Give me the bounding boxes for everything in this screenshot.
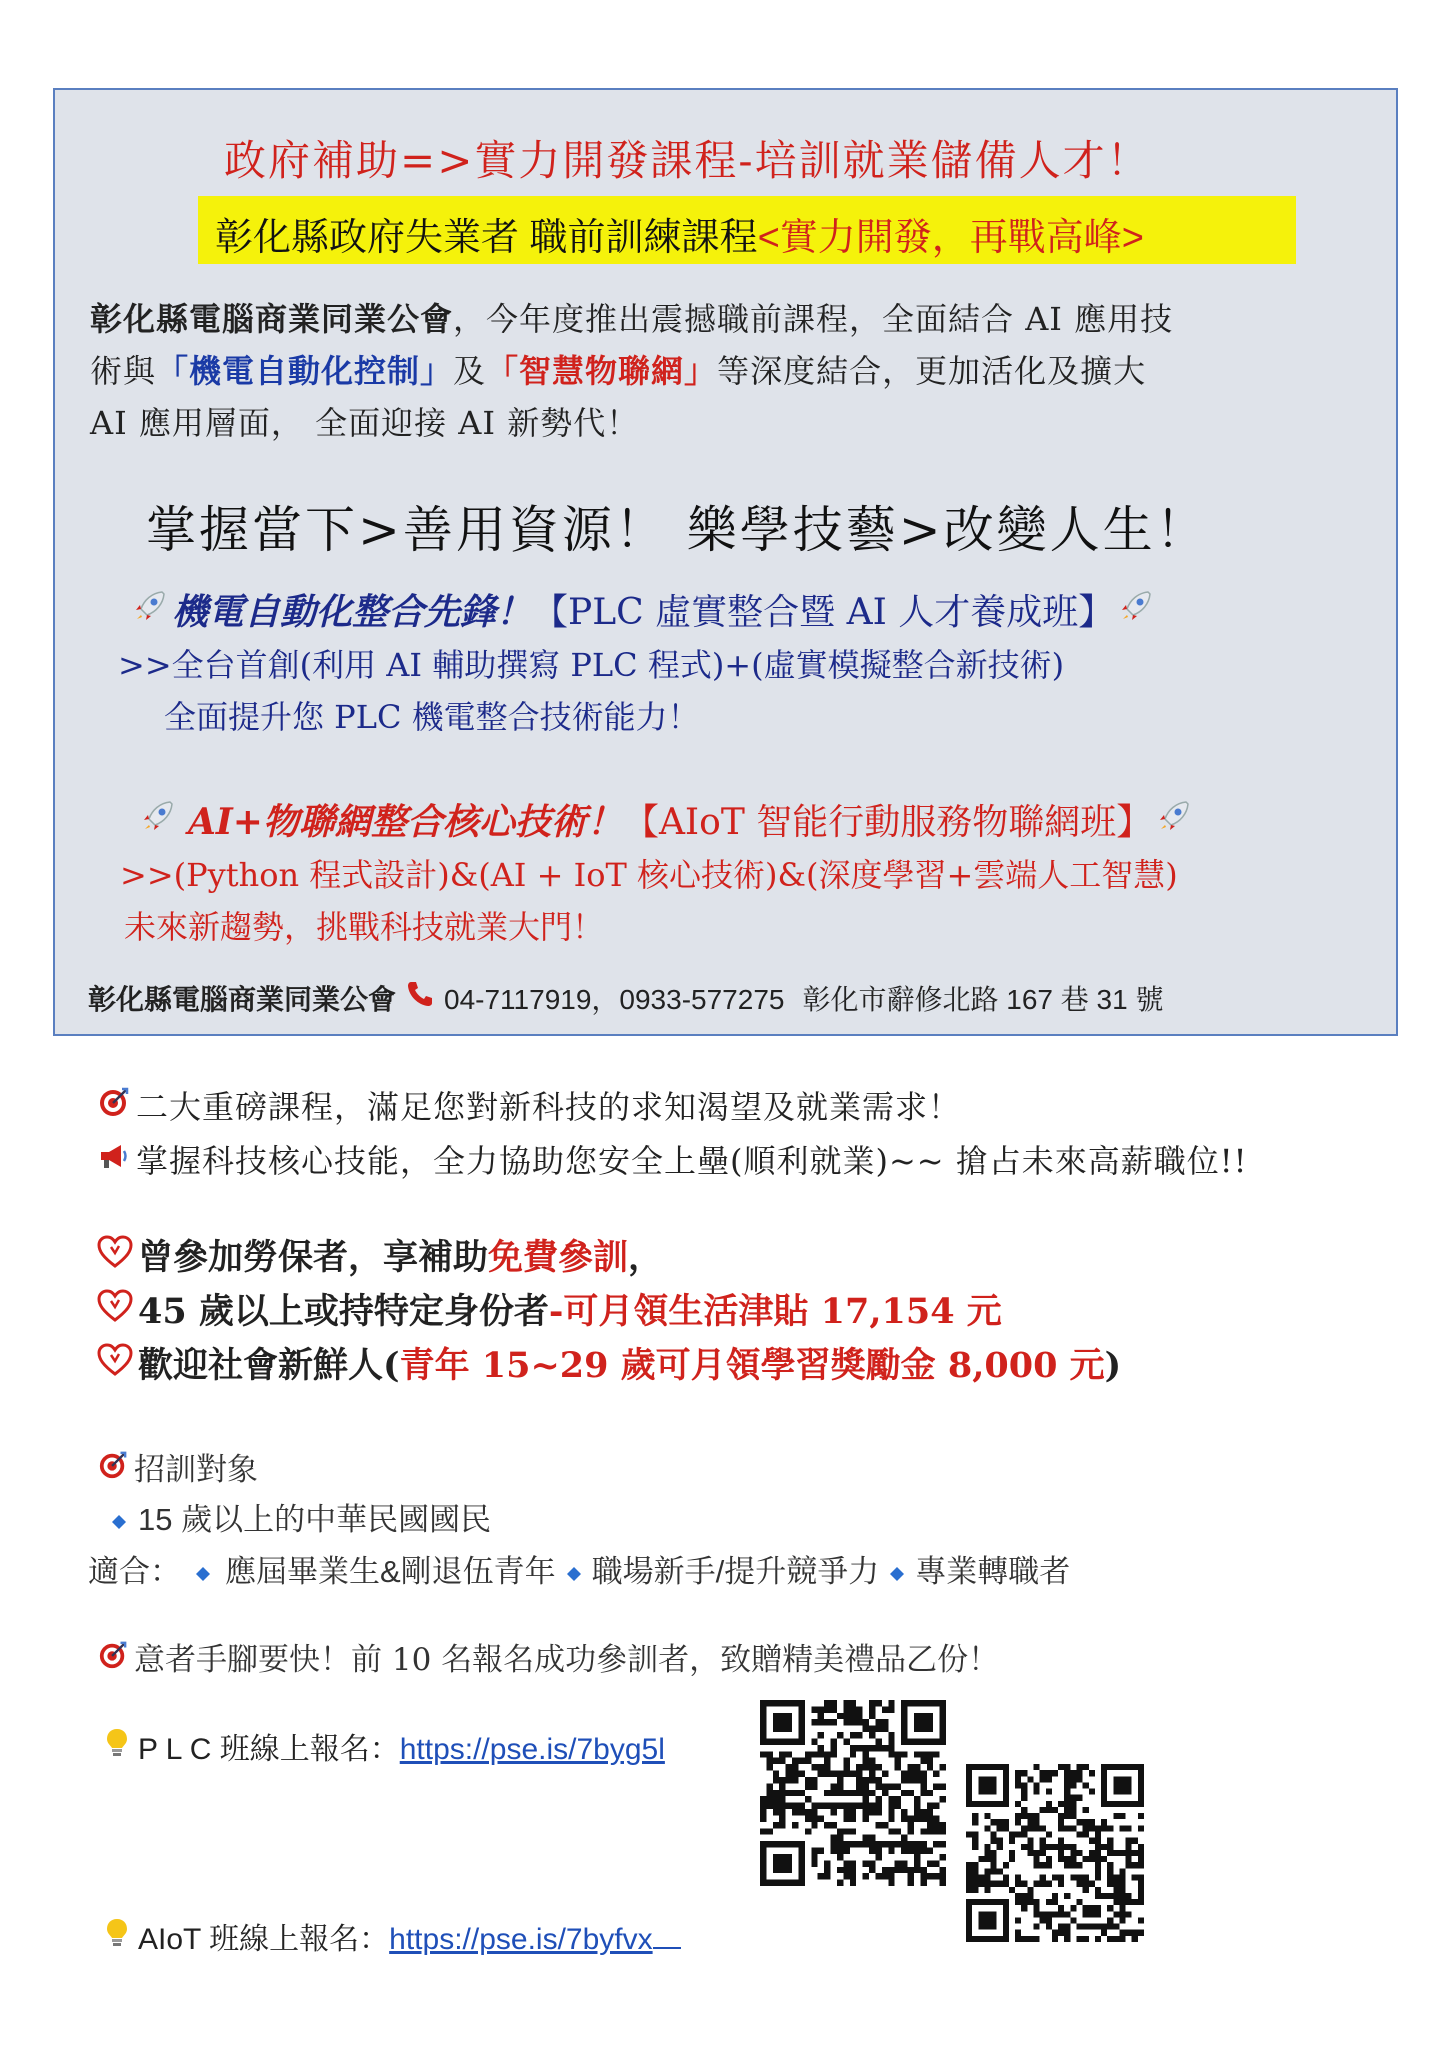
rocket-icon: [128, 588, 172, 633]
benefit-2-a: 45 歲以上或持特定身份者: [138, 1291, 549, 1332]
plc-registration: [96, 1724, 665, 1768]
lightbulb-icon: [96, 1727, 138, 1767]
contact-phone: 04-7117919，0933-577275: [444, 984, 785, 1015]
contact-line: [88, 978, 1163, 1018]
plc-registration-label: P L C 班線上報名：: [138, 1733, 400, 1766]
target-icon: [92, 1086, 136, 1126]
intro-text-2c: 等深度結合，更加活化及擴大: [717, 352, 1147, 390]
benefit-3: [92, 1338, 1121, 1388]
plc-line-2: 全面提升您 PLC 機電整合技術能力！: [164, 698, 700, 736]
keyword-automation: 「機電自動化控制」: [156, 352, 454, 390]
benefit-1-a: 曾參加勞保者，享補助: [138, 1237, 489, 1278]
suitable-career-changers: 專業轉職者: [915, 1554, 1071, 1589]
benefit-3-youth: 青年 15~29 歲可月領學習獎勵金 8,000 元: [399, 1345, 1105, 1386]
gift-line: [92, 1634, 999, 1679]
plc-qr-code[interactable]: [760, 1700, 946, 1886]
heart-icon: [92, 1343, 138, 1386]
contact-org: 彰化縣電腦商業同業公會: [88, 984, 397, 1015]
target-icon: [92, 1450, 134, 1488]
subhead-tag: <實力開發，再戰高峰>: [757, 217, 1144, 259]
intro-text-2b: 及: [453, 352, 487, 390]
eligibility-item-1: [100, 1494, 491, 1539]
aiot-line-1: >>(Python 程式設計)&(AI + IoT 核心技術)&(深度學習+雲端人工智慧): [120, 856, 1178, 894]
aiot-title-b: 【AIoT 智能行動服務物聯網班】: [622, 802, 1153, 843]
lightbulb-icon: [96, 1917, 138, 1957]
benefit-1-c: ，: [628, 1237, 664, 1278]
keyword-iot: 「智慧物聯網」: [486, 352, 718, 390]
heart-icon: [92, 1289, 138, 1332]
eligibility-item-text: 15 歲以上的中華民國國民: [138, 1502, 492, 1537]
plc-line-1: >>全台首創(利用 AI 輔助撰寫 PLC 程式)+(虛實模擬整合新技術): [118, 646, 1065, 684]
intro-text-1: ，今年度推出震撼職前課程，全面結合 AI 應用技: [453, 300, 1174, 338]
gift-text: 意者手腳要快！前 10 名報名成功參訓者，致贈精美禮品乙份！: [134, 1642, 1000, 1678]
highlight-text-1: 二大重磅課程，滿足您對新科技的求知渴望及就業需求！: [136, 1088, 962, 1126]
target-icon: [92, 1640, 134, 1678]
aiot-qr-code[interactable]: [966, 1764, 1144, 1942]
intro-line-3: AI 應用層面， 全面迎接 AI 新勢代！: [90, 404, 640, 442]
plc-title-a: 機電自動化整合先鋒！: [172, 591, 533, 633]
rocket-icon: [1152, 798, 1196, 843]
diamond-icon: [181, 1554, 225, 1590]
main-title: 政府補助=>實力開發課程-培訓就業儲備人才！: [224, 136, 1151, 185]
plc-course-title: [128, 584, 1158, 635]
benefit-2: [92, 1284, 1002, 1334]
slogan: 掌握當下>善用資源！ 樂學技藝>改變人生！: [146, 501, 1209, 559]
intro-text-2a: 術與: [90, 352, 157, 390]
intro-line-1: [90, 294, 1173, 340]
suitable-graduates: 應屆畢業生&剛退伍青年: [225, 1554, 556, 1589]
benefit-1-free: 免費參訓: [488, 1237, 629, 1278]
contact-address: 彰化市辭修北路 167 巷 31 號: [802, 984, 1164, 1015]
rocket-icon: [128, 798, 188, 843]
highlight-line-2: [92, 1136, 1248, 1182]
eligibility-suitable: [88, 1546, 1070, 1591]
plc-registration-link[interactable]: https://pse.is/7byg5l: [399, 1733, 665, 1766]
phone-icon: [396, 979, 444, 1016]
aiot-registration-link[interactable]: https://pse.is/7byfvx: [389, 1923, 653, 1956]
aiot-registration: [96, 1914, 681, 1958]
eligibility-title: 招訓對象: [134, 1452, 258, 1487]
link-underline-tail: [653, 1923, 681, 1949]
heart-icon: [92, 1235, 138, 1278]
benefit-3-a: 歡迎社會新鮮人(: [138, 1345, 400, 1386]
benefit-3-c: ): [1104, 1345, 1122, 1386]
suitable-label: 適合：: [88, 1554, 181, 1589]
eligibility-heading: [92, 1444, 258, 1489]
intro-line-2: [90, 346, 1146, 392]
aiot-course-title: [128, 794, 1196, 845]
diamond-icon: [100, 1502, 138, 1538]
diamond-icon: [879, 1554, 915, 1590]
diamond-icon: [556, 1554, 592, 1590]
suitable-newcomers: 職場新手/提升競爭力: [591, 1554, 880, 1589]
subhead: [215, 206, 1144, 261]
intro-org: 彰化縣電腦商業同業公會: [90, 300, 454, 338]
aiot-title-a: AI+物聯網整合核心技術！: [188, 801, 623, 843]
aiot-line-2: 未來新趨勢，挑戰科技就業大門！: [124, 908, 605, 946]
plc-title-b: 【PLC 虛實整合暨 AI 人才養成班】: [532, 592, 1115, 633]
subhead-prefix: 彰化縣政府失業者 職前訓練課程: [215, 217, 758, 259]
benefit-2-allowance: -可月領生活津貼 17,154 元: [548, 1291, 1002, 1332]
aiot-registration-label: AIoT 班線上報名：: [138, 1923, 390, 1956]
highlight-line-1: [92, 1082, 961, 1128]
highlight-text-2: 掌握科技核心技能，全力協助您安全上壘(順利就業)~~ 搶占未來高薪職位!!: [136, 1142, 1248, 1180]
megaphone-icon: [92, 1140, 136, 1180]
rocket-icon: [1114, 588, 1158, 633]
benefit-1: [92, 1230, 663, 1280]
